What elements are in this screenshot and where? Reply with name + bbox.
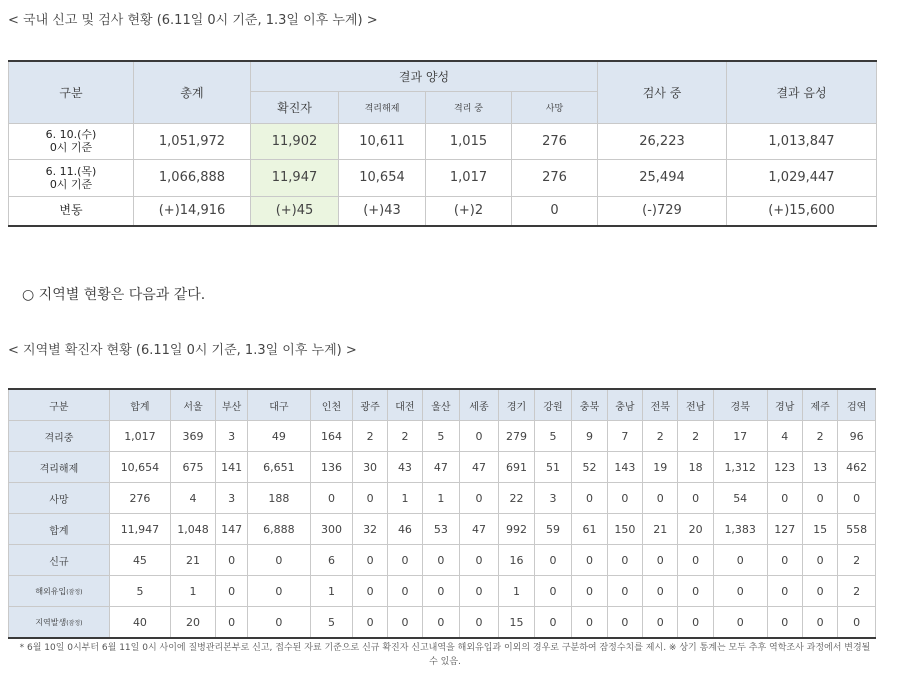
table-cell: 5 [534,421,572,452]
header-region: 대구 [248,389,310,421]
table-cell: 691 [499,452,534,483]
table-cell: 17 [713,421,767,452]
table-cell: 15 [499,607,534,639]
table-cell: 21 [643,514,678,545]
regional-status-table [8,388,876,639]
table-cell: 0 [353,545,387,576]
header-deaths: 사망 [512,91,598,123]
table-cell: 0 [216,607,248,639]
header-negative: 결과 음성 [727,61,877,123]
table-cell: 46 [387,514,422,545]
table-cell: 2 [353,421,387,452]
header-testing: 검사 중 [598,61,727,123]
table-cell: 3 [216,483,248,514]
cell-total: 1,066,888 [134,159,251,196]
table-cell: 3 [216,421,248,452]
cell-isolated: (+)2 [426,196,512,226]
table-cell: 32 [353,514,387,545]
table-cell: 0 [572,483,607,514]
table-row [9,159,877,196]
table-cell: 7 [607,421,642,452]
row-label: 신규 [9,545,110,576]
header-category: 구분 [9,389,110,421]
table-cell: 1 [171,576,216,607]
table-cell: 0 [802,545,837,576]
table-cell: 0 [423,545,459,576]
table-cell: 0 [353,576,387,607]
table-cell: 6,888 [248,514,310,545]
table-cell: 11,947 [109,514,170,545]
row-label: 6. 11.(목) 0시 기준 [9,159,134,196]
header-region: 충북 [572,389,607,421]
header-region: 인천 [310,389,353,421]
row-label: 지역발생(잠정) [9,607,110,639]
header-region: 제주 [802,389,837,421]
table-cell: 43 [387,452,422,483]
table-cell: 20 [171,607,216,639]
table-row [9,576,876,607]
table-cell: 45 [109,545,170,576]
table-cell: 2 [678,421,713,452]
row-label-sub: (잠정) [66,588,83,596]
row-label: 합계 [9,514,110,545]
header-confirmed: 확진자 [251,91,339,123]
table-cell: 6 [310,545,353,576]
table-cell: 53 [423,514,459,545]
table-cell: 0 [838,483,876,514]
table-cell: 0 [767,607,802,639]
header-region: 경기 [499,389,534,421]
row-label: 해외유입(잠정) [9,576,110,607]
table-cell: 19 [643,452,678,483]
table-cell: 0 [248,545,310,576]
regional-note: ○ 지역별 현황은 다음과 같다. [22,287,206,303]
table-cell: 0 [534,607,572,639]
table-cell: 0 [607,545,642,576]
table-cell: 18 [678,452,713,483]
cell-negative: 1,029,447 [727,159,877,196]
cell-confirmed: 11,902 [251,123,339,159]
table-cell: 0 [572,545,607,576]
table-cell: 15 [802,514,837,545]
table-cell: 47 [459,514,499,545]
cell-deaths: 276 [512,159,598,196]
table-cell: 2 [387,421,422,452]
table-cell: 1,017 [109,421,170,452]
cell-confirmed: (+)45 [251,196,339,226]
table-cell: 2 [838,545,876,576]
table-cell: 16 [499,545,534,576]
table-cell: 0 [678,483,713,514]
table-cell: 30 [353,452,387,483]
cell-released: 10,654 [339,159,426,196]
cell-total: 1,051,972 [134,123,251,159]
table-cell: 0 [423,576,459,607]
cell-testing: (-)729 [598,196,727,226]
row-label: 사망 [9,483,110,514]
table-cell: 1 [310,576,353,607]
table-cell: 0 [216,545,248,576]
row-label: 6. 10.(수) 0시 기준 [9,123,134,159]
header-region: 서울 [171,389,216,421]
table-cell: 0 [387,576,422,607]
table-cell: 13 [802,452,837,483]
table-cell: 0 [572,607,607,639]
table-cell: 276 [109,483,170,514]
table-cell: 0 [534,545,572,576]
header-region: 강원 [534,389,572,421]
table-cell: 4 [767,421,802,452]
table-cell: 0 [572,576,607,607]
table-cell: 0 [767,576,802,607]
table-cell: 0 [802,483,837,514]
table-cell: 1,312 [713,452,767,483]
table-row [9,452,876,483]
table-cell: 0 [216,576,248,607]
table-cell: 462 [838,452,876,483]
table-cell: 0 [713,576,767,607]
table-cell: 164 [310,421,353,452]
table-cell: 136 [310,452,353,483]
header-category: 구분 [9,61,134,123]
table-cell: 4 [171,483,216,514]
table-cell: 0 [678,545,713,576]
table-cell: 0 [767,483,802,514]
cell-isolated: 1,015 [426,123,512,159]
table-cell: 300 [310,514,353,545]
table-cell: 1 [387,483,422,514]
table-cell: 0 [802,607,837,639]
table-cell: 2 [802,421,837,452]
table-cell: 147 [216,514,248,545]
table-cell: 0 [607,607,642,639]
row-label: 격리해제 [9,452,110,483]
table-cell: 52 [572,452,607,483]
table-cell: 369 [171,421,216,452]
table-row [9,607,876,639]
table-cell: 0 [459,545,499,576]
table-cell: 0 [459,607,499,639]
table-cell: 0 [248,607,310,639]
table-cell: 0 [387,545,422,576]
cell-released: (+)43 [339,196,426,226]
cell-testing: 25,494 [598,159,727,196]
header-released: 격리해제 [339,91,426,123]
table-cell: 0 [353,607,387,639]
table-cell: 143 [607,452,642,483]
caption-domestic-status: < 국내 신고 및 검사 현황 (6.11일 0시 기준, 1.3일 이후 누계) > [8,13,378,28]
header-region: 울산 [423,389,459,421]
cell-deaths: 276 [512,123,598,159]
table-row [9,123,877,159]
cell-negative: 1,013,847 [727,123,877,159]
table-cell: 279 [499,421,534,452]
header-region: 세종 [459,389,499,421]
table-cell: 5 [423,421,459,452]
table-cell: 992 [499,514,534,545]
table-cell: 2 [643,421,678,452]
table-cell: 0 [459,483,499,514]
table-cell: 0 [248,576,310,607]
table-cell: 141 [216,452,248,483]
header-region: 부산 [216,389,248,421]
table-cell: 6,651 [248,452,310,483]
header-isolated: 격리 중 [426,91,512,123]
table-cell: 5 [109,576,170,607]
table-row [9,421,876,452]
table-cell: 188 [248,483,310,514]
table-cell: 61 [572,514,607,545]
table-cell: 0 [423,607,459,639]
table-cell: 47 [423,452,459,483]
table-cell: 5 [310,607,353,639]
row-label-sub: (잠정) [66,619,83,627]
cell-total: (+)14,916 [134,196,251,226]
table-cell: 1 [499,576,534,607]
table-cell: 558 [838,514,876,545]
table-cell: 0 [643,545,678,576]
header-region: 전북 [643,389,678,421]
table-cell: 21 [171,545,216,576]
header-region: 전남 [678,389,713,421]
table-cell: 127 [767,514,802,545]
table-cell: 20 [678,514,713,545]
table-cell: 0 [353,483,387,514]
table-cell: 10,654 [109,452,170,483]
header-region: 경남 [767,389,802,421]
domestic-status-table [8,60,877,227]
table-cell: 0 [459,421,499,452]
table-cell: 0 [838,607,876,639]
table-cell: 0 [387,607,422,639]
cell-deaths: 0 [512,196,598,226]
table-cell: 40 [109,607,170,639]
table-cell: 0 [713,607,767,639]
table-cell: 96 [838,421,876,452]
header-total: 총계 [134,61,251,123]
header-region: 대전 [387,389,422,421]
header-region: 경북 [713,389,767,421]
table-cell: 51 [534,452,572,483]
cell-negative: (+)15,600 [727,196,877,226]
table-cell: 0 [643,483,678,514]
footnote: * 6월 10일 0시부터 6월 11일 0시 사이에 질병관리본부로 신고, 접수된 자료 기준으로 신규 확진자 신고내역을 해외유입과 이외의 경우로 구분하여 잠정수치를 제시. ※ 상기 통계는 모두 추후 역학조사 과정에서 변경될 수 있음. [19,643,871,667]
cell-released: 10,611 [339,123,426,159]
table-cell: 0 [802,576,837,607]
table-cell: 0 [607,483,642,514]
table-cell: 0 [713,545,767,576]
table-cell: 59 [534,514,572,545]
table-cell: 0 [607,576,642,607]
cell-testing: 26,223 [598,123,727,159]
table-cell: 150 [607,514,642,545]
table-row [9,483,876,514]
row-label: 변동 [9,196,134,226]
table-cell: 123 [767,452,802,483]
caption-regional-status: < 지역별 확진자 현황 (6.11일 0시 기준, 1.3일 이후 누계) > [8,343,357,358]
table-cell: 1 [423,483,459,514]
table-cell: 3 [534,483,572,514]
header-region: 검역 [838,389,876,421]
table-cell: 675 [171,452,216,483]
table-cell: 49 [248,421,310,452]
table-cell: 1,383 [713,514,767,545]
table-cell: 47 [459,452,499,483]
cell-confirmed: 11,947 [251,159,339,196]
header-region: 광주 [353,389,387,421]
table-cell: 0 [459,576,499,607]
header-region: 합계 [109,389,170,421]
header-positive: 결과 양성 [251,61,598,91]
table-cell: 22 [499,483,534,514]
table-cell: 2 [838,576,876,607]
row-label: 격리중 [9,421,110,452]
cell-isolated: 1,017 [426,159,512,196]
table-cell: 0 [678,576,713,607]
table-cell: 9 [572,421,607,452]
table-row [9,514,876,545]
table-row [9,196,877,226]
table-cell: 0 [534,576,572,607]
table-cell: 0 [643,576,678,607]
table-cell: 54 [713,483,767,514]
table-row [9,545,876,576]
table-cell: 0 [767,545,802,576]
table-cell: 1,048 [171,514,216,545]
table-cell: 0 [310,483,353,514]
table-cell: 0 [678,607,713,639]
header-region: 충남 [607,389,642,421]
table-cell: 0 [643,607,678,639]
